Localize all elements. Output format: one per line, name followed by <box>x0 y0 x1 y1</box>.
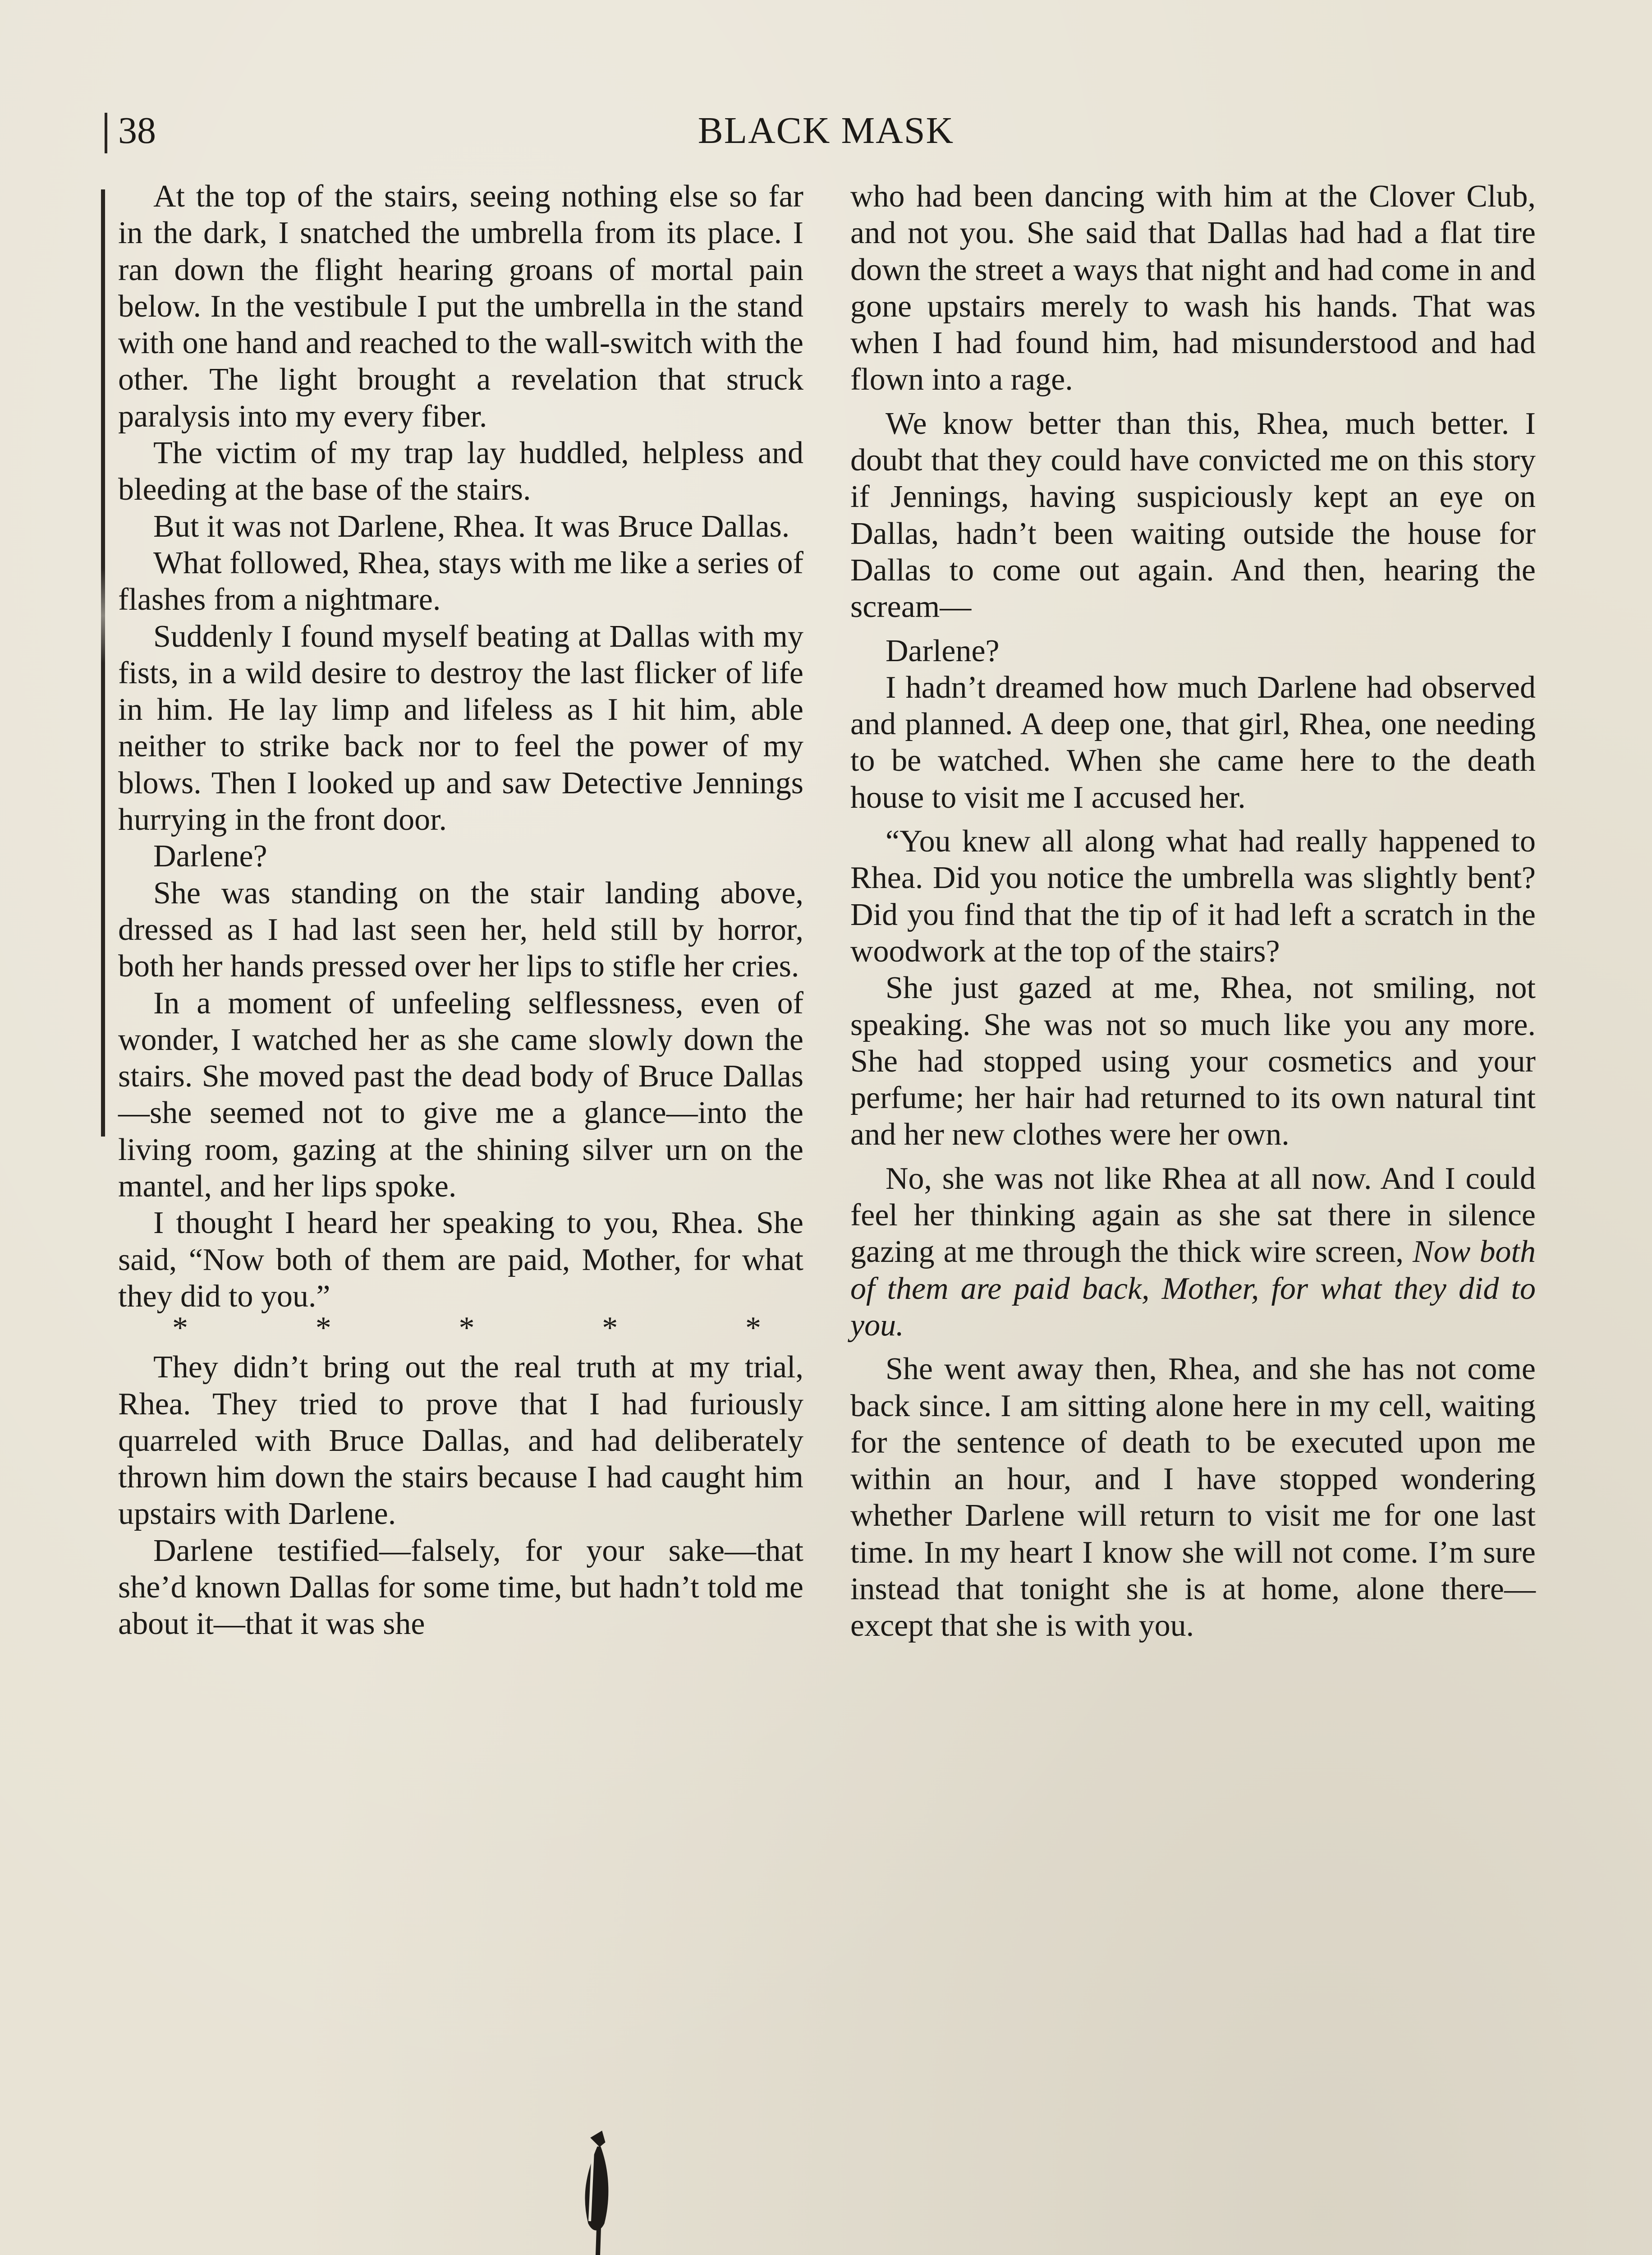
paragraph: At the top of the stairs, seeing nothing else so far in the dark, I snatched the umbrella from its place. I ran down the flight hearing groans of mortal pain below. In the vestibule I put the umbrella in the stand with one hand and reached to the wall-switch with the other. The light brought a revelation that struck paralysis into my every fiber. <box>118 179 803 434</box>
paragraph: I hadn’t dreamed how much Darlene had observed and planned. A deep one, that girl, Rhea, one needing to be watched. When she came here to the death house to visit me I accused her. <box>850 670 1536 815</box>
paragraph <box>850 1160 1536 1344</box>
paragraph: We know better than this, Rhea, much better. I doubt that they could have convicted me on this story if Jennings, having suspiciously kept an eye on Dallas, hadn’t been waiting outside the house for Dallas to come out again. And then, hearing the scream— <box>850 406 1536 625</box>
paragraph-text: No, she was not like Rhea at all now. And I could feel her thinking again as she sat there in silence gazing at me through the thick wire screen, <box>850 1161 1536 1270</box>
paragraph: In a moment of unfeeling selflessness, even of wonder, I watched her as she came slowly down the stairs. She moved past the dead body of Bruce Dallas—she seemed not to give me a glance—into the living room, gazing at the shining silver urn on the mantel, and her lips spoke. <box>118 985 803 1204</box>
paragraph: What followed, Rhea, stays with me like a series of flashes from a nightmare. <box>118 545 803 617</box>
page-number: 38 <box>118 110 156 152</box>
paragraph: She just gazed at me, Rhea, not smiling, not speaking. She was not so much like you any more. She had stopped using your cosmetics and your perfume; her hair had returned to its own natural tint and her new clothes were her own. <box>850 971 1536 1152</box>
running-head-title: BLACK MASK <box>698 110 954 152</box>
paragraph: Suddenly I found myself beating at Dallas with my fists, in a wild desire to destroy the last flicker of life in him. He lay limp and lifeless as I hit him, able neither to strike back nor to feel the power of my blows. Then I looked up and saw Detective Jennings hurrying in the front door. <box>118 619 803 838</box>
paragraph: She was standing on the stair landing above, dressed as I had last seen her, held still by horror, both her hands pressed over her lips to stifle her cries. <box>118 875 803 984</box>
paragraph: The victim of my trap lay huddled, helpless and bleeding at the base of the stairs. <box>118 436 803 507</box>
paragraph: They didn’t bring out the real truth at my trial, Rhea. They tried to prove that I had furiously quarreled with Bruce Dallas, and had deliberately thrown him down the stairs because I had caught him upstairs with Darlene. <box>118 1350 803 1532</box>
paragraph: I thought I heard her speaking to you, Rhea. She said, “Now both of them are paid, Mother, for what they did to you.” <box>118 1206 803 1314</box>
right-column <box>850 178 1536 1644</box>
paragraph: “You knew all along what had really happened to Rhea. Did you notice the umbrella was slightly bent? Did you find that the tip of it had left a scratch in the woodwork at the top of the stairs? <box>850 824 1536 969</box>
paragraph: Darlene testified—falsely, for your sake—that she’d known Dallas for some time, but hadn’t told me about it—that it was she <box>118 1533 803 1642</box>
paragraph: But it was not Darlene, Rhea. It was Bruce Dallas. <box>153 509 790 544</box>
paragraph: Darlene? <box>153 839 267 874</box>
paragraph: Darlene? <box>886 633 1000 668</box>
left-column <box>118 178 803 1643</box>
umbrella-and-fallen-hand-icon <box>532 2120 1118 2255</box>
section-break: * * * * * <box>172 1311 763 1346</box>
umbrella-icon <box>585 2131 727 2255</box>
paragraph: She went away then, Rhea, and she has not come back since. I am sitting alone here in my cell, waiting for the sentence of death to be executed upon me within an hour, and I have stopped wondering whether Darlene will return to visit me for one last time. In my heart I know she will not come. I’m sure instead that tonight she is at home, alone there—except that she is with you. <box>850 1352 1536 1643</box>
italic-thought: Now both of them are paid back, Mother, for what they did to you. <box>850 1234 1536 1343</box>
paragraph-continuation: who had been dancing with him at the Clover Club, and not you. She said that Dallas had had a flat tire down the street a ways that night and had come in and gone upstairs merely to wash his hands. That was when I had found him, had misunderstood and had flown into a rage. <box>850 179 1536 397</box>
margin-rule <box>101 189 105 1137</box>
